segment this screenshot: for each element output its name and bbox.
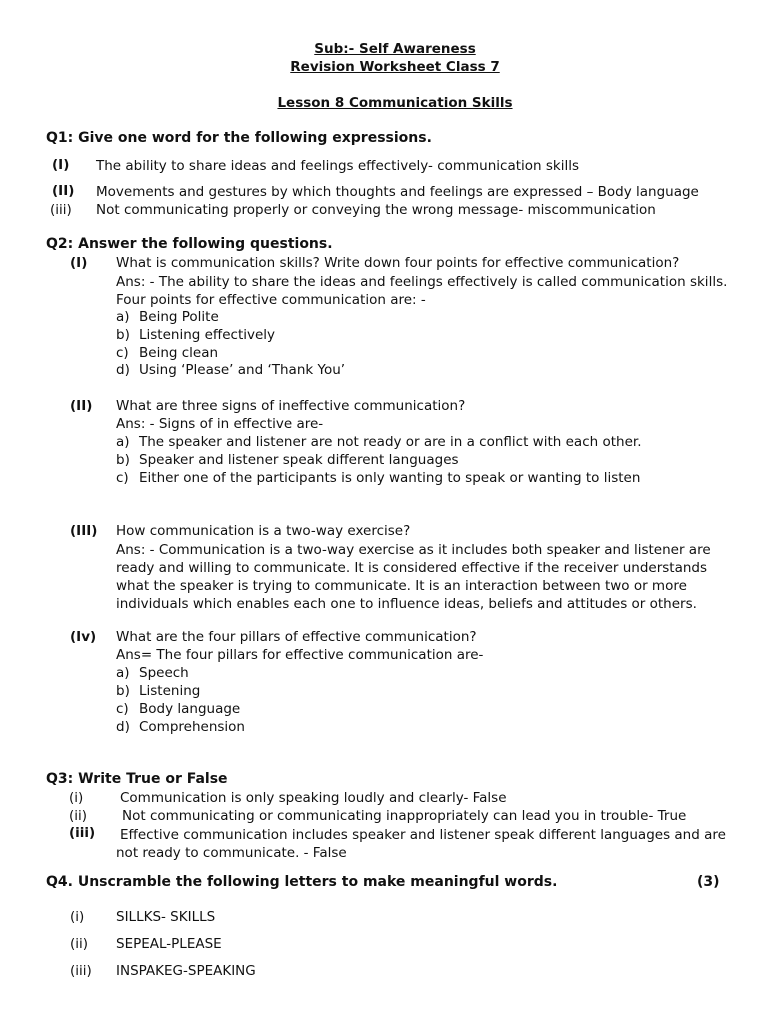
q2-point-text: Being Polite bbox=[139, 309, 219, 325]
q2-point-letter: c) bbox=[116, 345, 129, 361]
q2-point-letter: c) bbox=[116, 701, 129, 717]
q3-item-num: (iii) bbox=[69, 825, 96, 841]
q4-item-text: SILLKS- SKILLS bbox=[116, 909, 216, 925]
q4-item-text: INSPAKEG-SPEAKING bbox=[116, 963, 256, 979]
q4-title: Q4. Unscramble the following letters to make meaningful words. bbox=[46, 874, 558, 890]
q2-item-num: (Iv) bbox=[70, 629, 97, 645]
q2-point-text: Either one of the participants is only wanting to speak or wanting to listen bbox=[139, 470, 641, 486]
q3-item-text: Communication is only speaking loudly and clearly- False bbox=[120, 790, 507, 806]
q2-point-letter: a) bbox=[116, 309, 130, 325]
q2-point-letter: d) bbox=[116, 362, 130, 378]
q3-item-num: (ii) bbox=[69, 808, 88, 824]
q2-point-text: Body language bbox=[139, 701, 241, 717]
q3-item-num: (i) bbox=[69, 790, 84, 806]
q2-point-letter: c) bbox=[116, 470, 129, 486]
q1-title: Q1: Give one word for the following expressions. bbox=[46, 130, 432, 146]
q2-title: Q2: Answer the following questions. bbox=[46, 236, 333, 252]
q1-item-text: The ability to share ideas and feelings effectively- communication skills bbox=[96, 158, 580, 174]
q2-point-letter: a) bbox=[116, 665, 130, 681]
q4-item-text: SEPEAL-PLEASE bbox=[116, 936, 222, 952]
q2-answer: Ans: - Signs of in effective are- bbox=[116, 416, 324, 432]
q3-item-text: Effective communication includes speaker and listener speak different languages and are not ready to communicate. - False bbox=[116, 827, 726, 861]
q1-item-num: (I) bbox=[52, 157, 70, 173]
q2-point-letter: d) bbox=[116, 719, 130, 735]
q2-question: What are three signs of ineffective communication? bbox=[116, 398, 466, 414]
q1-item-text: Movements and gestures by which thoughts and feelings are expressed – Body language bbox=[96, 184, 699, 200]
q2-point-letter: b) bbox=[116, 327, 130, 343]
q2-item-num: (I) bbox=[70, 255, 88, 271]
q2-point-text: The speaker and listener are not ready or are in a conflict with each other. bbox=[139, 434, 642, 450]
q1-item-text: Not communicating properly or conveying the wrong message- miscommunication bbox=[96, 202, 656, 218]
q2-item-num: (II) bbox=[70, 398, 93, 414]
q2-question: What are the four pillars of effective communication? bbox=[116, 629, 477, 645]
q2-point-text: Being clean bbox=[139, 345, 219, 361]
q2-point-text: Comprehension bbox=[139, 719, 245, 735]
q2-question: How communication is a two-way exercise? bbox=[116, 523, 411, 539]
q3-item-text: Not communicating or communicating inappropriately can lead you in trouble- True bbox=[122, 808, 687, 824]
q3-title: Q3: Write True or False bbox=[46, 771, 228, 787]
q2-point-letter: b) bbox=[116, 683, 130, 699]
q2-point-letter: b) bbox=[116, 452, 130, 468]
q2-point-letter: a) bbox=[116, 434, 130, 450]
q2-question: What is communication skills? Write down four points for effective communication? bbox=[116, 255, 680, 271]
q1-item-num: (iii) bbox=[50, 202, 72, 218]
q2-point-text: Listening bbox=[139, 683, 201, 699]
q4-marks: (3) bbox=[697, 874, 720, 890]
q2-point-text: Listening effectively bbox=[139, 327, 276, 343]
q2-point-text: Speech bbox=[139, 665, 189, 681]
q2-answer: Ans: - Communication is a two-way exercise as it includes both speaker and listener are ready and willing to communicate. It is considered effective if the receiver understands what the speaker is trying to communicate. It is an interaction between two or more individuals which enables each one to influence ideas, beliefs and attitudes or others. bbox=[116, 542, 711, 612]
subject-heading: Sub:- Self Awareness bbox=[314, 41, 476, 57]
q2-point-text: Using ‘Please’ and ‘Thank You’ bbox=[139, 362, 346, 378]
q2-answer: Ans= The four pillars for effective communication are- bbox=[116, 647, 484, 663]
q2-point-text: Speaker and listener speak different languages bbox=[139, 452, 459, 468]
q4-item-num: (ii) bbox=[70, 936, 89, 952]
lesson-title: Lesson 8 Communication Skills bbox=[277, 95, 513, 111]
q2-answer: Ans: - The ability to share the ideas and feelings effectively is called communication skills. Four points for effective communication are: - bbox=[116, 274, 728, 308]
q1-item-num: (II) bbox=[52, 183, 75, 199]
worksheet-title: Revision Worksheet Class 7 bbox=[290, 59, 500, 75]
q4-item-num: (iii) bbox=[70, 963, 92, 979]
q2-item-num: (III) bbox=[70, 523, 98, 539]
q4-item-num: (i) bbox=[70, 909, 85, 925]
